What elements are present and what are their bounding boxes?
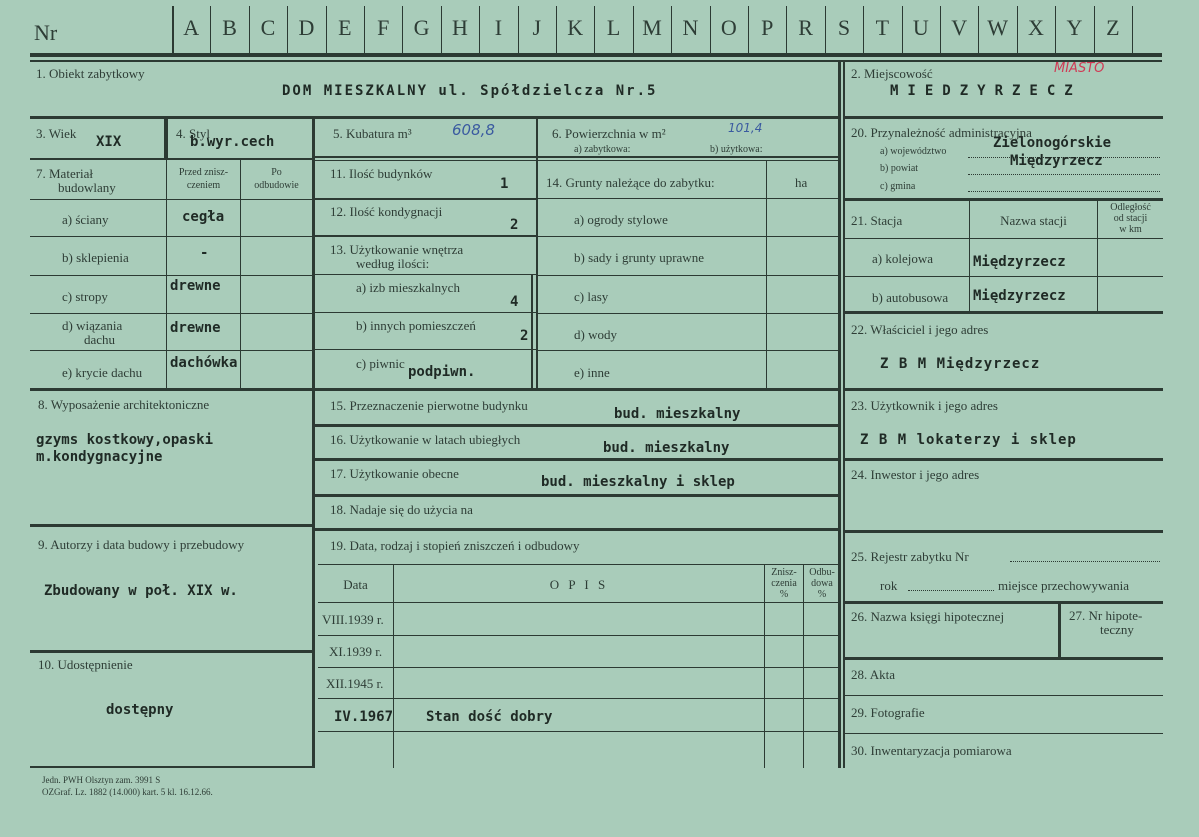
field-20-val-b: Międzyrzecz xyxy=(1010,153,1103,169)
field-8-value-2: m.kondygnacyjne xyxy=(36,449,163,465)
field-13-label: 13. Użytkowanie wnętrza xyxy=(330,242,464,257)
field-14b-label: b) sady i grunty uprawne xyxy=(574,250,704,265)
field-6-label: 6. Powierzchnia w m² xyxy=(552,126,666,141)
field-25-rok: rok xyxy=(880,578,898,593)
field-7c-value: drewne xyxy=(170,278,221,294)
letter-o: O xyxy=(720,15,737,40)
field-6-sub-a: a) zabytkowa: xyxy=(574,144,631,155)
field-7-col1-a: Przed znisz- xyxy=(178,167,229,178)
field-19-col-o2: dowa xyxy=(811,578,833,589)
field-19-date-1: VIII.1939 r. xyxy=(322,612,384,627)
field-1-label: 1. Obiekt zabytkowy xyxy=(36,66,145,81)
letter-a: A xyxy=(183,15,200,40)
field-15-value: bud. mieszkalny xyxy=(614,406,741,422)
field-19-col-data: Data xyxy=(343,577,368,592)
field-19-date-3: XII.1945 r. xyxy=(326,676,384,691)
field-4-label: 4. Styl xyxy=(176,126,210,141)
footer-line-1: Jedn. PWH Olsztyn zam. 3991 S xyxy=(42,775,161,785)
letter-x: X xyxy=(1028,15,1044,40)
field-14a-label: a) ogrody stylowe xyxy=(574,212,668,227)
field-11-value: 1 xyxy=(500,176,509,192)
letter-d: D xyxy=(298,15,315,40)
field-21-col2-c: w km xyxy=(1119,224,1142,235)
letter-m: M xyxy=(642,15,662,40)
field-22-label: 22. Właściciel i jego adres xyxy=(851,322,989,337)
field-27-label-2: teczny xyxy=(1100,622,1134,637)
field-13a-value: 4 xyxy=(510,294,519,310)
field-19-entry-date: IV.1967 xyxy=(334,709,394,725)
field-21a-value: Międzyrzecz xyxy=(973,254,1066,270)
field-13a-label: a) izb mieszkalnych xyxy=(356,280,460,295)
field-14-unit: ha xyxy=(795,175,808,190)
field-20-sub-a: a) województwo xyxy=(880,146,947,157)
field-21a-label: a) kolejowa xyxy=(872,251,934,266)
field-21-label: 21. Stacja xyxy=(851,213,903,228)
field-14d-label: d) wody xyxy=(574,327,617,342)
field-30-label: 30. Inwentaryzacja pomiarowa xyxy=(851,743,1012,758)
letter-v: V xyxy=(951,15,968,40)
field-29-label: 29. Fotografie xyxy=(851,705,925,720)
letter-c: C xyxy=(260,15,276,40)
field-13b-label: b) innych pomieszczeń xyxy=(356,318,476,333)
field-13-label-2: według ilości: xyxy=(356,256,430,271)
footer-line-2: OZGraf. Lz. 1882 (14.000) kart. 5 kl. 16.12.66. xyxy=(42,787,213,797)
letter-l: L xyxy=(606,15,621,40)
field-15-label: 15. Przeznaczenie pierwotne budynku xyxy=(330,398,528,413)
field-19-col-o1: Odbu- xyxy=(809,567,835,578)
field-4-value: b.wyr.cech xyxy=(190,134,275,150)
field-13c-label: c) piwnic xyxy=(356,356,405,371)
letter-k: K xyxy=(567,15,584,40)
field-16-value: bud. mieszkalny xyxy=(603,440,730,456)
field-17-label: 17. Użytkowanie obecne xyxy=(330,466,459,481)
field-27-label-1: 27. Nr hipote- xyxy=(1069,608,1143,623)
field-17-value: bud. mieszkalny i sklep xyxy=(541,474,735,490)
field-19-label: 19. Data, rodzaj i stopień zniszczeń i odbudowy xyxy=(330,538,580,553)
field-16-label: 16. Użytkowanie w latach ubiegłych xyxy=(330,432,521,447)
field-7a-value: cegła xyxy=(182,209,225,225)
field-25-miejsce: miejsce przechowywania xyxy=(998,578,1130,593)
letter-g: G xyxy=(413,15,430,40)
field-3-label: 3. Wiek xyxy=(36,126,77,141)
field-6-sub-b: b) użytkowa: xyxy=(710,144,763,155)
field-10-value: dostępny xyxy=(106,702,174,718)
field-2-handwritten: MIASTO xyxy=(1054,61,1105,76)
field-20-sub-c: c) gmina xyxy=(880,181,916,192)
field-21b-label: b) autobusowa xyxy=(872,290,949,305)
field-22-value: Z B M Międzyrzecz xyxy=(880,356,1041,372)
field-20-val-a: Zielonogórskie xyxy=(993,135,1112,151)
field-21-col2-a: Odległość xyxy=(1110,202,1151,213)
letter-z: Z xyxy=(1106,15,1120,40)
field-6-handwritten: 101,4 xyxy=(728,121,763,135)
letter-b: B xyxy=(222,15,237,40)
field-3-value: XIX xyxy=(96,134,122,150)
field-7e-value: dachówka xyxy=(170,355,238,371)
field-7b-value: - xyxy=(200,245,209,261)
field-7-col2-a: Po xyxy=(271,167,282,178)
letter-w: W xyxy=(987,15,1008,40)
letter-p: P xyxy=(761,15,774,40)
field-11-label: 11. Ilość budynków xyxy=(330,166,433,181)
field-8-label: 8. Wyposażenie architektoniczne xyxy=(38,397,210,412)
field-21-col1: Nazwa stacji xyxy=(1000,213,1067,228)
field-24-label: 24. Inwestor i jego adres xyxy=(851,467,980,482)
field-25-label: 25. Rejestr zabytku Nr xyxy=(851,549,969,564)
field-7c-label: c) stropy xyxy=(62,289,108,304)
field-13c-value: podpiwn. xyxy=(408,364,476,380)
field-12-value: 2 xyxy=(510,217,519,233)
letter-r: R xyxy=(798,15,813,40)
field-13b-value: 2 xyxy=(520,328,529,344)
field-19-col-z3: % xyxy=(779,589,789,600)
field-14-label: 14. Grunty należące do zabytku: xyxy=(546,175,715,190)
letter-h: H xyxy=(452,15,468,40)
nr-label: Nr xyxy=(34,20,58,45)
field-5-label: 5. Kubatura m³ xyxy=(333,126,412,141)
field-7d-value: drewne xyxy=(170,320,221,336)
field-23-value: Z B M lokaterzy i sklep xyxy=(860,432,1077,448)
letter-i: I xyxy=(494,15,503,40)
field-20-sub-b: b) powiat xyxy=(880,163,919,174)
field-26-label: 26. Nazwa księgi hipotecznej xyxy=(851,609,1005,624)
field-19-col-opis: O P I S xyxy=(549,577,609,592)
field-28-label: 28. Akta xyxy=(851,667,896,682)
letter-j: J xyxy=(532,15,542,40)
field-10-label: 10. Udostępnienie xyxy=(38,657,133,672)
letter-y: Y xyxy=(1066,15,1083,40)
field-21b-value: Międzyrzecz xyxy=(973,288,1066,304)
letter-u: U xyxy=(912,15,929,40)
field-12-label: 12. Ilość kondygnacji xyxy=(330,204,443,219)
field-7b-label: b) sklepienia xyxy=(62,250,129,265)
field-2-value: MIEDZYRZECZ xyxy=(890,83,1082,99)
field-7d-label-2: dachu xyxy=(84,332,116,347)
field-9-label: 9. Autorzy i data budowy i przebudowy xyxy=(38,537,245,552)
field-18-label: 18. Nadaje się do użycia na xyxy=(330,502,473,517)
field-19-col-z2: czenia xyxy=(771,578,797,589)
field-7-label-2: budowlany xyxy=(58,180,116,195)
field-7d-label: d) wiązania xyxy=(62,318,123,333)
field-7e-label: e) krycie dachu xyxy=(62,365,143,380)
field-20-label: 20. Przynależność administracyjna xyxy=(851,125,1032,140)
field-19-date-2: XI.1939 r. xyxy=(329,644,383,659)
field-21-col2-b: od stacji xyxy=(1113,213,1148,224)
field-14e-label: e) inne xyxy=(574,365,610,380)
field-7-label: 7. Materiał xyxy=(36,166,94,181)
field-19-col-o3: % xyxy=(817,589,827,600)
letter-t: T xyxy=(875,15,890,40)
letter-n: N xyxy=(682,15,699,40)
field-7a-label: a) ściany xyxy=(62,212,109,227)
field-1-value: DOM MIESZKALNY ul. Spółdzielcza Nr.5 xyxy=(282,83,658,99)
field-14c-label: c) lasy xyxy=(574,289,609,304)
letter-divider xyxy=(1132,6,1133,53)
letter-s: S xyxy=(837,15,851,40)
field-7-col2-b: odbudowie xyxy=(254,180,299,191)
field-19-entry-text: Stan dość dobry xyxy=(426,709,553,725)
letter-f: F xyxy=(377,15,390,40)
field-9-value: Zbudowany w poł. XIX w. xyxy=(44,583,238,599)
field-2-label: 2. Miejscowość xyxy=(851,66,933,81)
field-7-col1-b: czeniem xyxy=(186,180,221,191)
field-5-handwritten: 608,8 xyxy=(452,121,495,139)
field-19-col-z1: Znisz- xyxy=(771,567,797,578)
field-8-value-1: gzyms kostkowy,opaski xyxy=(36,432,214,448)
letter-e: E xyxy=(338,15,352,40)
field-23-label: 23. Użytkownik i jego adres xyxy=(851,398,998,413)
